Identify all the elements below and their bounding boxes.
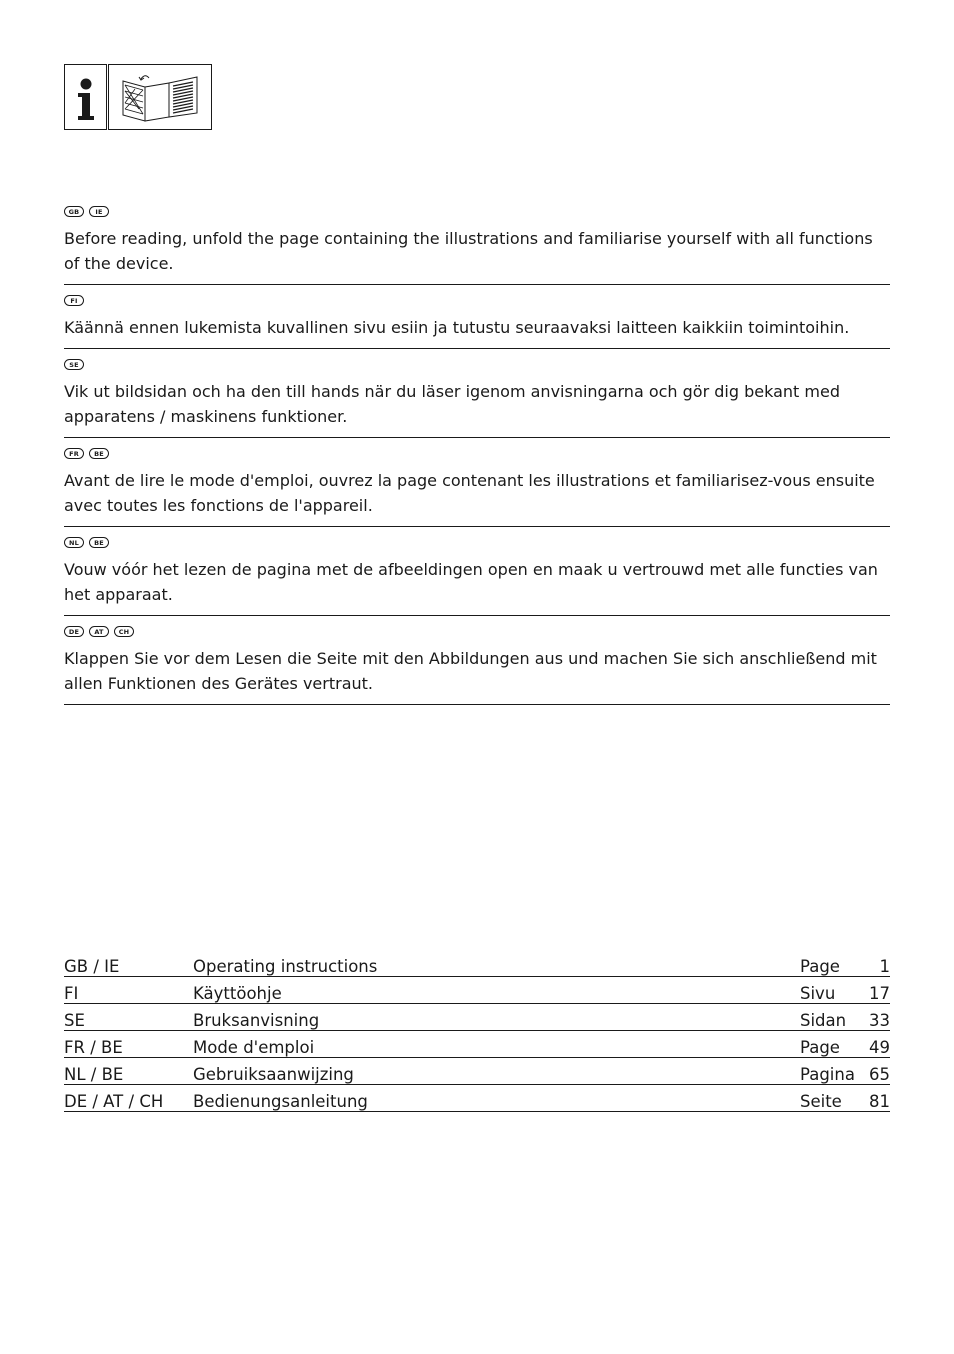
- toc-page-word: Page: [800, 950, 860, 977]
- toc-page-word: Sidan: [800, 1004, 860, 1031]
- toc-title: Bruksanvisning: [193, 1004, 800, 1031]
- toc-language: GB / IE: [64, 950, 193, 977]
- toc-language: SE: [64, 1004, 193, 1031]
- toc-page-word: Page: [800, 1031, 860, 1058]
- toc-title: Gebruiksaanwijzing: [193, 1058, 800, 1085]
- language-badges: [64, 359, 890, 373]
- toc-row[interactable]: [64, 1085, 890, 1112]
- section-text: Klappen Sie vor dem Lesen die Seite mit den Abbildungen aus und machen Sie sich anschließend mit allen Funktionen des Gerätes vertraut.: [64, 649, 877, 693]
- toc-page-word: Seite: [800, 1085, 860, 1112]
- toc-language: NL / BE: [64, 1058, 193, 1085]
- section-text: Before reading, unfold the page containing the illustrations and familiarise yourself with all functions of the device.: [64, 229, 873, 273]
- badge-se: SE: [64, 359, 84, 370]
- section-se: [64, 359, 890, 438]
- toc-page-number: 65: [860, 1058, 890, 1085]
- table-of-contents: [64, 950, 890, 1112]
- badge-at: AT: [89, 626, 109, 637]
- badge-gb: GB: [64, 206, 84, 217]
- badge-de: DE: [64, 626, 84, 637]
- section-text: Käännä ennen lukemista kuvallinen sivu esiin ja tutustu seuraavaksi laitteen kaikkiin toimintoihin.: [64, 318, 850, 337]
- toc-page-number: 1: [860, 950, 890, 977]
- toc-row[interactable]: [64, 977, 890, 1004]
- language-badges: [64, 537, 890, 551]
- toc-row[interactable]: [64, 1004, 890, 1031]
- toc-title: Mode d'emploi: [193, 1031, 800, 1058]
- badge-ch: CH: [114, 626, 134, 637]
- section-nl-be: [64, 537, 890, 616]
- toc-row[interactable]: [64, 1058, 890, 1085]
- info-icon: [64, 64, 107, 130]
- badge-be: BE: [89, 537, 109, 548]
- language-badges: [64, 295, 890, 309]
- language-badges: [64, 448, 890, 462]
- toc-language: FI: [64, 977, 193, 1004]
- section-fi: [64, 295, 890, 349]
- badge-ie: IE: [89, 206, 109, 217]
- toc-page-number: 33: [860, 1004, 890, 1031]
- badge-fr: FR: [64, 448, 84, 459]
- toc-title: Operating instructions: [193, 950, 800, 977]
- section-text: Avant de lire le mode d'emploi, ouvrez la page contenant les illustrations et familiarisez-vous ensuite avec toutes les fonctions de l'appareil.: [64, 471, 875, 515]
- toc-row[interactable]: [64, 950, 890, 977]
- toc-page-word: Pagina: [800, 1058, 860, 1085]
- section-fr-be: [64, 448, 890, 527]
- badge-fi: FI: [64, 295, 84, 306]
- section-gb-ie: [64, 206, 890, 285]
- language-sections: [64, 206, 890, 715]
- toc-row[interactable]: [64, 1031, 890, 1058]
- badge-nl: NL: [64, 537, 84, 548]
- section-de-at-ch: [64, 626, 890, 705]
- language-badges: [64, 206, 890, 220]
- section-text: Vik ut bildsidan och ha den till hands när du läser igenom anvisningarna och gör dig bekant med apparatens / maskinens funktioner.: [64, 382, 840, 426]
- toc-page-number: 49: [860, 1031, 890, 1058]
- toc-title: Käyttöohje: [193, 977, 800, 1004]
- toc-page-word: Sivu: [800, 977, 860, 1004]
- badge-be: BE: [89, 448, 109, 459]
- toc-title: Bedienungsanleitung: [193, 1085, 800, 1112]
- section-text: Vouw vóór het lezen de pagina met de afbeeldingen open en maak u vertrouwd met alle functies van het apparaat.: [64, 560, 878, 604]
- toc-page-number: 81: [860, 1085, 890, 1112]
- toc-page-number: 17: [860, 977, 890, 1004]
- language-badges: [64, 626, 890, 640]
- unfold-page-icon: [108, 64, 212, 130]
- toc-language: FR / BE: [64, 1031, 193, 1058]
- toc-language: DE / AT / CH: [64, 1085, 193, 1112]
